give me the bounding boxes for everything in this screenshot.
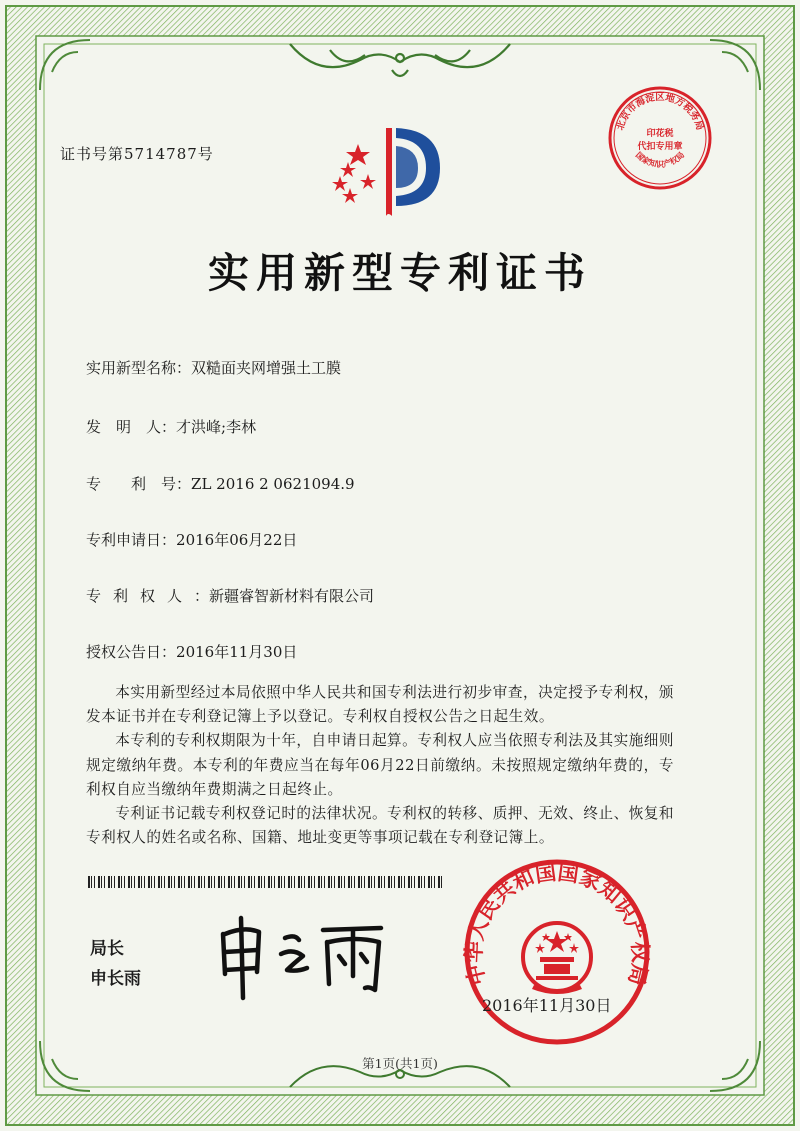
barcode-bar xyxy=(288,876,290,888)
barcode-bar xyxy=(114,876,115,888)
barcode-bar xyxy=(281,876,282,888)
barcode-bar xyxy=(234,876,235,888)
director-title: 局长 xyxy=(90,939,124,959)
barcode-bar xyxy=(291,876,292,888)
barcode-bar xyxy=(254,876,255,888)
field-label: 授权公告日 xyxy=(86,643,162,661)
official-seal-text: 中华人民共和国国家知识产权局 xyxy=(462,860,652,988)
barcode-bar xyxy=(158,876,160,888)
field-application-date: 专利申请日：2016年06月22日 xyxy=(86,531,298,549)
barcode-bar xyxy=(364,876,365,888)
certificate-title: 实用新型专利证书 xyxy=(208,249,592,297)
barcode-bar xyxy=(141,876,142,888)
barcode-bar xyxy=(421,876,422,888)
barcode-bar xyxy=(351,876,352,888)
barcode-bar xyxy=(321,876,322,888)
body-paragraph: 本专利的专利权期限为十年，自申请日起算。专利权人应当依照专利法及其实施细则规定缴纳年费。本专利的年费应当在每年06月22日前缴纳。未按照规定缴纳年费的，专利权自应当缴纳年费期满之日起终止。 xyxy=(86,732,674,798)
field-value: ZL 2016 2 0621094.9 xyxy=(191,475,355,493)
barcode-bar xyxy=(378,876,380,888)
field-value: 2016年06月22日 xyxy=(176,531,298,549)
barcode-bar xyxy=(244,876,245,888)
barcode-bar xyxy=(191,876,192,888)
barcode-bar xyxy=(271,876,272,888)
barcode-bar xyxy=(358,876,360,888)
barcode-bar xyxy=(274,876,275,888)
barcode-bar xyxy=(368,876,370,888)
barcode-bar xyxy=(214,876,215,888)
barcode-bar xyxy=(354,876,355,888)
official-seal xyxy=(462,857,652,1047)
barcode-bar xyxy=(184,876,185,888)
barcode-bar xyxy=(111,876,112,888)
barcode-bar xyxy=(298,876,300,888)
barcode-bar xyxy=(314,876,315,888)
barcode-bar xyxy=(371,876,372,888)
director-signature xyxy=(215,912,395,1002)
national-emblem-icon xyxy=(523,923,591,994)
barcode-bar xyxy=(261,876,262,888)
barcode-bar xyxy=(211,876,212,888)
barcode-bar xyxy=(278,876,280,888)
barcode-bar xyxy=(328,876,330,888)
director-name: 申长雨 xyxy=(90,969,141,989)
barcode-bar xyxy=(168,876,170,888)
field-label: 专 利 号 xyxy=(86,475,177,493)
page-number: 第1页(共1页) xyxy=(362,1056,438,1071)
barcode-bar xyxy=(384,876,385,888)
field-label: 实用新型名称 xyxy=(86,359,177,377)
barcode-bar xyxy=(98,876,100,888)
barcode-bar xyxy=(161,876,162,888)
barcode-bar xyxy=(294,876,295,888)
tax-seal-center-line-1: 印花税 xyxy=(646,129,674,139)
barcode-bar xyxy=(204,876,205,888)
field-patent-number: 专 利 号：ZL 2016 2 0621094.9 xyxy=(86,475,355,493)
tax-seal-center-line-2: 代扣专用章 xyxy=(637,142,683,152)
barcode-bar xyxy=(188,876,190,888)
barcode-bar xyxy=(441,876,442,888)
barcode-bar xyxy=(94,876,95,888)
barcode-bar xyxy=(331,876,332,888)
barcode-bar xyxy=(134,876,135,888)
barcode-bar xyxy=(221,876,222,888)
field-label: 专利申请日 xyxy=(86,531,162,549)
barcode-bar xyxy=(394,876,395,888)
barcode-bar xyxy=(201,876,202,888)
barcode-bar xyxy=(308,876,310,888)
barcode-bar xyxy=(318,876,320,888)
barcode-bar xyxy=(258,876,260,888)
barcode-bar xyxy=(241,876,242,888)
barcode-bar xyxy=(104,876,105,888)
body-paragraph: 本实用新型经过本局依照中华人民共和国专利法进行初步审查，决定授予专利权，颁发本证书并在专利登记簿上予以登记。专利权自授权公告之日起生效。 xyxy=(86,684,674,726)
barcode-bar xyxy=(251,876,252,888)
certificate-body-text xyxy=(86,681,674,850)
issue-date: 2016年11月30日 xyxy=(482,996,612,1015)
barcode-bar xyxy=(164,876,165,888)
barcode-bar xyxy=(411,876,412,888)
barcode-bar xyxy=(268,876,270,888)
barcode-bar xyxy=(438,876,440,888)
barcode-bar xyxy=(224,876,225,888)
body-paragraph: 专利证书记载专利权登记时的法律状况。专利权的转移、质押、无效、终止、恢复和专利权人的姓名或名称、国籍、地址变更等事项记载在专利登记簿上。 xyxy=(86,805,674,847)
barcode-bar xyxy=(418,876,420,888)
barcode-bar xyxy=(181,876,182,888)
field-utility-model-name: 实用新型名称：双糙面夹网增强土工膜 xyxy=(86,359,342,377)
barcode-bar xyxy=(431,876,432,888)
barcode-bar xyxy=(151,876,152,888)
field-label: 专利权人 xyxy=(86,587,195,605)
barcode-bar xyxy=(434,876,435,888)
barcode-bar xyxy=(124,876,125,888)
tax-seal-outer-text: 北京市海淀区地方税务局 xyxy=(614,92,706,132)
barcode-bar xyxy=(144,876,145,888)
barcode-bar xyxy=(344,876,345,888)
barcode-bar xyxy=(381,876,382,888)
barcode-bar xyxy=(208,876,210,888)
patent-office-emblem xyxy=(318,116,458,226)
stamp-duty-seal xyxy=(604,82,716,194)
barcode-bar xyxy=(171,876,172,888)
barcode-bar xyxy=(108,876,110,888)
barcode-bar xyxy=(361,876,362,888)
barcode-bar xyxy=(334,876,335,888)
tax-seal-bottom-text: 国家知识产权局 xyxy=(633,150,687,169)
barcode-bar xyxy=(198,876,200,888)
certificate-number: 证书号第5714787号 xyxy=(60,145,214,163)
barcode-bar xyxy=(121,876,122,888)
barcode-bar xyxy=(174,876,175,888)
barcode-bar xyxy=(131,876,132,888)
barcode-bar xyxy=(228,876,230,888)
barcode-bar xyxy=(348,876,350,888)
barcode-bar xyxy=(91,876,92,888)
field-value: 才洪峰;李林 xyxy=(176,418,257,436)
svg-text:北京市海淀区地方税务局 xyxy=(614,91,706,132)
barcode-bar xyxy=(264,876,265,888)
barcode-bar xyxy=(391,876,392,888)
field-value: 双糙面夹网增强土工膜 xyxy=(191,359,342,377)
barcode-bar xyxy=(424,876,425,888)
barcode-bar xyxy=(178,876,180,888)
barcode-bar xyxy=(128,876,130,888)
field-label: 发 明 人 xyxy=(86,418,162,436)
barcode-bar xyxy=(284,876,285,888)
field-value: 2016年11月30日 xyxy=(176,643,298,661)
barcode-bar xyxy=(338,876,340,888)
barcode-bar xyxy=(148,876,150,888)
barcode-bar xyxy=(404,876,405,888)
barcode-bar xyxy=(301,876,302,888)
barcode-bar xyxy=(408,876,410,888)
barcode-bar xyxy=(304,876,305,888)
barcode-bar xyxy=(414,876,415,888)
barcode-bar xyxy=(311,876,312,888)
barcode-bar xyxy=(428,876,430,888)
barcode-bar xyxy=(324,876,325,888)
barcode-bar xyxy=(118,876,120,888)
barcode-bar xyxy=(88,876,90,888)
barcode-bar xyxy=(374,876,375,888)
field-inventor: 发 明 人：才洪峰;李林 xyxy=(86,418,257,436)
barcode-bar xyxy=(398,876,400,888)
barcode xyxy=(88,876,448,888)
barcode-bar xyxy=(388,876,390,888)
barcode-bar xyxy=(154,876,155,888)
svg-text:国家知识产权局 xyxy=(634,150,686,169)
field-value: 新疆睿智新材料有限公司 xyxy=(209,587,375,605)
field-grant-date: 授权公告日：2016年11月30日 xyxy=(86,643,298,661)
field-patentee: 专利权人：新疆睿智新材料有限公司 xyxy=(86,587,375,605)
barcode-bar xyxy=(248,876,250,888)
barcode-bar xyxy=(341,876,342,888)
barcode-bar xyxy=(218,876,220,888)
barcode-bar xyxy=(231,876,232,888)
barcode-bar xyxy=(101,876,102,888)
barcode-bar xyxy=(401,876,402,888)
barcode-bar xyxy=(238,876,240,888)
barcode-bar xyxy=(194,876,195,888)
barcode-bar xyxy=(138,876,140,888)
